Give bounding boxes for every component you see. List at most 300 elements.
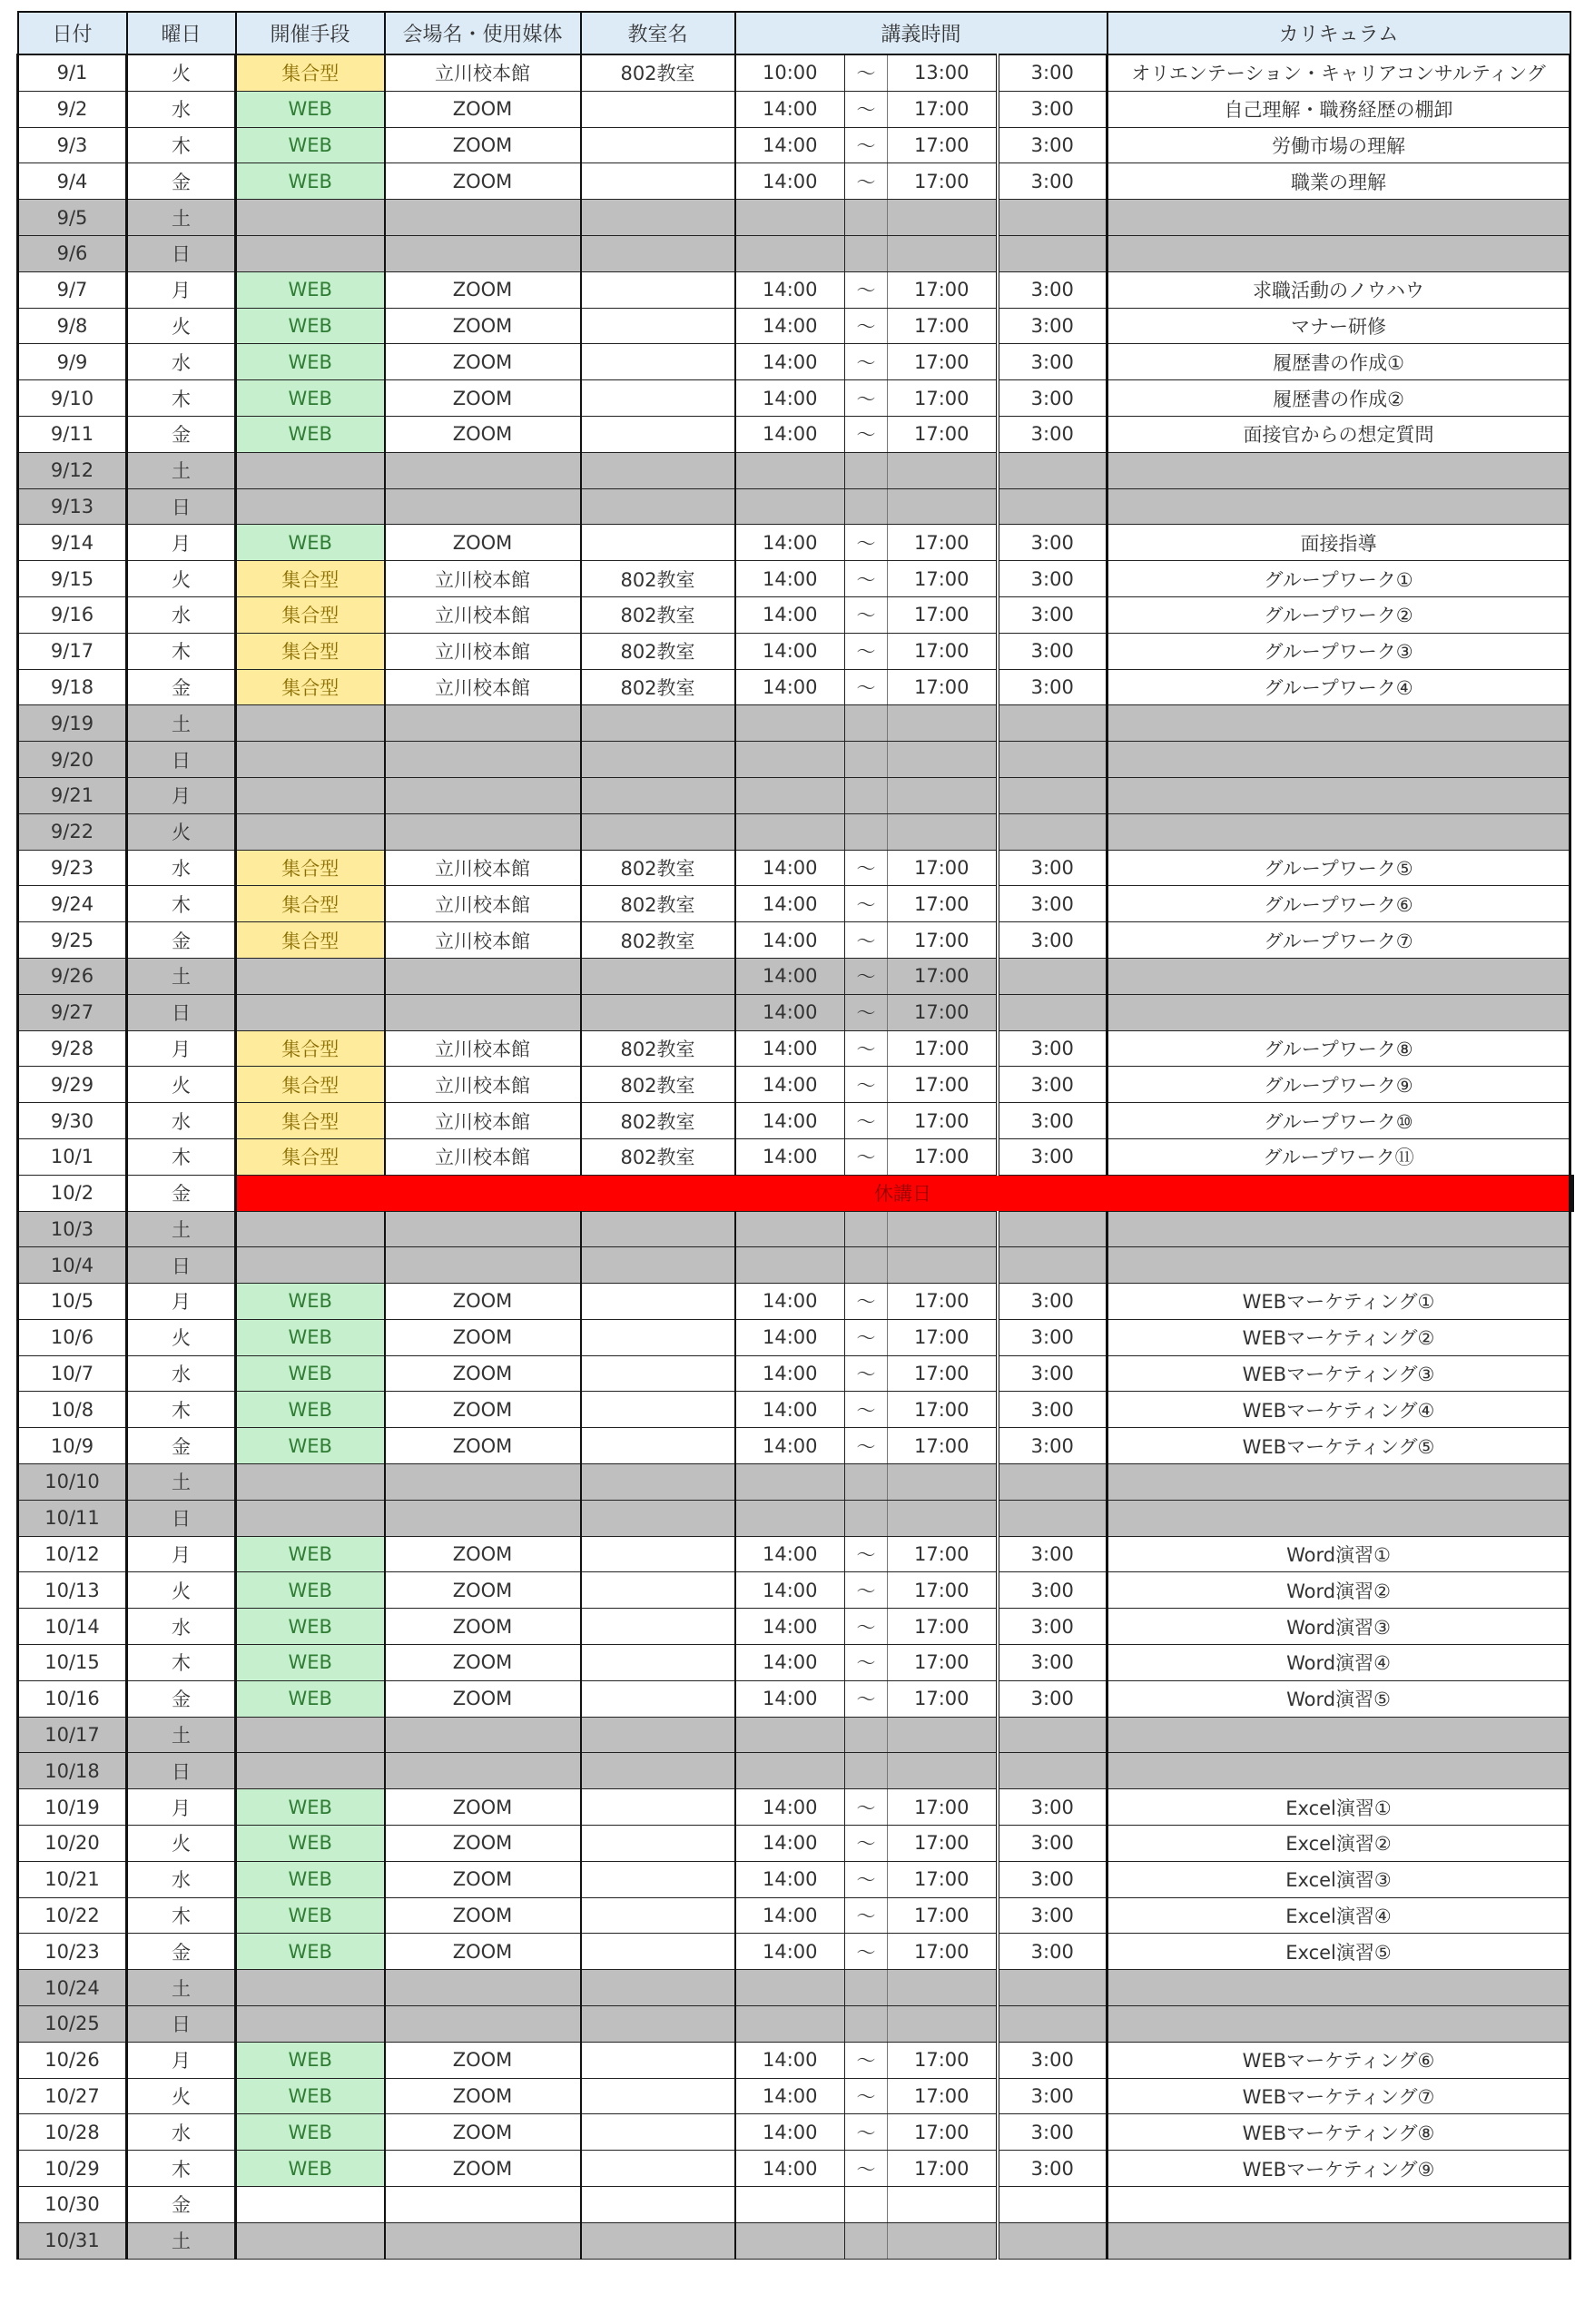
tilde-cell[interactable]: ～ [845, 596, 888, 633]
mode-cell[interactable]: WEB [236, 1934, 385, 1970]
room-cell[interactable] [581, 1428, 735, 1464]
curriculum-cell[interactable]: Excel演習⑤ [1107, 1934, 1570, 1970]
duration-cell[interactable]: 3:00 [998, 1428, 1107, 1464]
end-time-cell[interactable] [888, 1464, 998, 1501]
day-of-week-cell[interactable]: 木 [127, 2151, 236, 2187]
venue-cell[interactable]: 立川校本館 [385, 1030, 581, 1067]
tilde-cell[interactable] [845, 813, 888, 850]
mode-cell[interactable]: WEB [236, 1645, 385, 1681]
room-cell[interactable]: 802教室 [581, 886, 735, 922]
tilde-cell[interactable]: ～ [845, 1789, 888, 1826]
venue-cell[interactable] [385, 705, 581, 742]
venue-cell[interactable] [385, 1717, 581, 1753]
end-time-cell[interactable]: 17:00 [888, 1826, 998, 1862]
venue-cell[interactable]: ZOOM [385, 2042, 581, 2078]
curriculum-cell[interactable]: 求職活動のノウハウ [1107, 271, 1570, 308]
room-cell[interactable] [581, 994, 735, 1030]
date-cell[interactable]: 10/3 [18, 1211, 127, 1247]
room-cell[interactable] [581, 235, 735, 271]
date-cell[interactable]: 10/25 [18, 2006, 127, 2043]
start-time-cell[interactable]: 14:00 [735, 561, 845, 597]
date-cell[interactable]: 9/19 [18, 705, 127, 742]
duration-cell[interactable] [998, 742, 1107, 778]
mode-cell[interactable]: WEB [236, 1428, 385, 1464]
venue-cell[interactable]: ZOOM [385, 2151, 581, 2187]
day-of-week-cell[interactable]: 火 [127, 54, 236, 91]
curriculum-cell[interactable]: 履歴書の作成② [1107, 380, 1570, 417]
venue-cell[interactable] [385, 1753, 581, 1789]
venue-cell[interactable]: ZOOM [385, 1609, 581, 1645]
day-of-week-cell[interactable]: 水 [127, 1861, 236, 1897]
venue-cell[interactable]: ZOOM [385, 2114, 581, 2151]
start-time-cell[interactable] [735, 1247, 845, 1284]
start-time-cell[interactable] [735, 200, 845, 236]
date-cell[interactable]: 9/2 [18, 91, 127, 127]
mode-cell[interactable] [236, 2006, 385, 2043]
duration-cell[interactable] [998, 2006, 1107, 2043]
room-cell[interactable] [581, 1826, 735, 1862]
venue-cell[interactable]: 立川校本館 [385, 669, 581, 705]
start-time-cell[interactable]: 10:00 [735, 54, 845, 91]
curriculum-cell[interactable]: 面接指導 [1107, 525, 1570, 561]
header-lecture-time[interactable]: 講義時間 [735, 12, 1107, 54]
curriculum-cell[interactable]: Word演習③ [1107, 1609, 1570, 1645]
start-time-cell[interactable]: 14:00 [735, 1392, 845, 1428]
day-of-week-cell[interactable]: 土 [127, 1211, 236, 1247]
day-of-week-cell[interactable]: 金 [127, 1934, 236, 1970]
mode-cell[interactable]: WEB [236, 344, 385, 380]
room-cell[interactable] [581, 813, 735, 850]
date-cell[interactable]: 10/16 [18, 1680, 127, 1717]
curriculum-cell[interactable]: オリエンテーション・キャリアコンサルティング [1107, 54, 1570, 91]
duration-cell[interactable] [998, 2187, 1107, 2223]
date-cell[interactable]: 10/28 [18, 2114, 127, 2151]
date-cell[interactable]: 9/12 [18, 452, 127, 488]
date-cell[interactable]: 10/1 [18, 1138, 127, 1175]
mode-cell[interactable] [236, 742, 385, 778]
start-time-cell[interactable]: 14:00 [735, 344, 845, 380]
start-time-cell[interactable]: 14:00 [735, 2042, 845, 2078]
end-time-cell[interactable]: 17:00 [888, 633, 998, 669]
mode-cell[interactable]: WEB [236, 1536, 385, 1572]
mode-cell[interactable] [236, 2187, 385, 2223]
start-time-cell[interactable] [735, 488, 845, 525]
day-of-week-cell[interactable]: 火 [127, 813, 236, 850]
room-cell[interactable] [581, 1572, 735, 1609]
date-cell[interactable]: 9/13 [18, 488, 127, 525]
venue-cell[interactable] [385, 813, 581, 850]
curriculum-cell[interactable]: 職業の理解 [1107, 163, 1570, 200]
date-cell[interactable]: 10/10 [18, 1464, 127, 1501]
venue-cell[interactable]: ZOOM [385, 1680, 581, 1717]
day-of-week-cell[interactable]: 水 [127, 850, 236, 886]
tilde-cell[interactable]: ～ [845, 344, 888, 380]
end-time-cell[interactable]: 17:00 [888, 596, 998, 633]
duration-cell[interactable] [998, 2222, 1107, 2259]
end-time-cell[interactable]: 17:00 [888, 1138, 998, 1175]
end-time-cell[interactable] [888, 2006, 998, 2043]
curriculum-cell[interactable]: WEBマーケティング⑨ [1107, 2151, 1570, 2187]
day-of-week-cell[interactable]: 月 [127, 2042, 236, 2078]
tilde-cell[interactable]: ～ [845, 1897, 888, 1934]
curriculum-cell[interactable] [1107, 1753, 1570, 1789]
curriculum-cell[interactable] [1107, 813, 1570, 850]
start-time-cell[interactable]: 14:00 [735, 308, 845, 344]
date-cell[interactable]: 9/17 [18, 633, 127, 669]
room-cell[interactable] [581, 2222, 735, 2259]
end-time-cell[interactable]: 17:00 [888, 1645, 998, 1681]
room-cell[interactable]: 802教室 [581, 54, 735, 91]
venue-cell[interactable]: ZOOM [385, 1355, 581, 1392]
venue-cell[interactable] [385, 742, 581, 778]
duration-cell[interactable] [998, 994, 1107, 1030]
curriculum-cell[interactable] [1107, 488, 1570, 525]
tilde-cell[interactable] [845, 488, 888, 525]
end-time-cell[interactable]: 17:00 [888, 1572, 998, 1609]
day-of-week-cell[interactable]: 木 [127, 380, 236, 417]
duration-cell[interactable]: 3:00 [998, 271, 1107, 308]
curriculum-cell[interactable] [1107, 2006, 1570, 2043]
curriculum-cell[interactable]: グループワーク⑤ [1107, 850, 1570, 886]
tilde-cell[interactable] [845, 705, 888, 742]
duration-cell[interactable]: 3:00 [998, 1680, 1107, 1717]
date-cell[interactable]: 9/8 [18, 308, 127, 344]
curriculum-cell[interactable]: Word演習⑤ [1107, 1680, 1570, 1717]
day-of-week-cell[interactable]: 木 [127, 633, 236, 669]
day-of-week-cell[interactable]: 土 [127, 1717, 236, 1753]
duration-cell[interactable]: 3:00 [998, 561, 1107, 597]
start-time-cell[interactable] [735, 777, 845, 813]
room-cell[interactable] [581, 1789, 735, 1826]
date-cell[interactable]: 10/7 [18, 1355, 127, 1392]
day-of-week-cell[interactable]: 金 [127, 163, 236, 200]
start-time-cell[interactable]: 14:00 [735, 1536, 845, 1572]
start-time-cell[interactable] [735, 1753, 845, 1789]
day-of-week-cell[interactable]: 金 [127, 669, 236, 705]
day-of-week-cell[interactable]: 土 [127, 958, 236, 994]
header-mode[interactable]: 開催手段 [236, 12, 385, 54]
tilde-cell[interactable] [845, 1247, 888, 1284]
date-cell[interactable]: 9/3 [18, 127, 127, 163]
room-cell[interactable] [581, 308, 735, 344]
duration-cell[interactable]: 3:00 [998, 633, 1107, 669]
day-of-week-cell[interactable]: 木 [127, 1392, 236, 1428]
day-of-week-cell[interactable]: 月 [127, 1536, 236, 1572]
tilde-cell[interactable]: ～ [845, 994, 888, 1030]
venue-cell[interactable] [385, 2187, 581, 2223]
start-time-cell[interactable] [735, 452, 845, 488]
curriculum-cell[interactable]: グループワーク⑪ [1107, 1138, 1570, 1175]
day-of-week-cell[interactable]: 木 [127, 1645, 236, 1681]
curriculum-cell[interactable]: 自己理解・職務経歴の棚卸 [1107, 91, 1570, 127]
mode-cell[interactable]: WEB [236, 91, 385, 127]
date-cell[interactable]: 9/4 [18, 163, 127, 200]
mode-cell[interactable]: 集合型 [236, 633, 385, 669]
venue-cell[interactable] [385, 200, 581, 236]
venue-cell[interactable]: ZOOM [385, 91, 581, 127]
start-time-cell[interactable]: 14:00 [735, 91, 845, 127]
duration-cell[interactable]: 3:00 [998, 163, 1107, 200]
venue-cell[interactable]: 立川校本館 [385, 596, 581, 633]
duration-cell[interactable]: 3:00 [998, 416, 1107, 452]
day-of-week-cell[interactable]: 火 [127, 1319, 236, 1355]
mode-cell[interactable]: WEB [236, 1789, 385, 1826]
duration-cell[interactable]: 3:00 [998, 1609, 1107, 1645]
curriculum-cell[interactable]: WEBマーケティング⑧ [1107, 2114, 1570, 2151]
start-time-cell[interactable]: 14:00 [735, 163, 845, 200]
start-time-cell[interactable]: 14:00 [735, 1284, 845, 1320]
header-date[interactable]: 日付 [18, 12, 127, 54]
mode-cell[interactable] [236, 452, 385, 488]
start-time-cell[interactable] [735, 2222, 845, 2259]
start-time-cell[interactable]: 14:00 [735, 886, 845, 922]
mode-cell[interactable]: WEB [236, 1826, 385, 1862]
curriculum-cell[interactable] [1107, 958, 1570, 994]
duration-cell[interactable] [998, 235, 1107, 271]
curriculum-cell[interactable]: グループワーク⑦ [1107, 922, 1570, 959]
curriculum-cell[interactable] [1107, 994, 1570, 1030]
start-time-cell[interactable] [735, 742, 845, 778]
venue-cell[interactable] [385, 958, 581, 994]
duration-cell[interactable]: 3:00 [998, 1897, 1107, 1934]
end-time-cell[interactable]: 17:00 [888, 380, 998, 417]
curriculum-cell[interactable] [1107, 1464, 1570, 1501]
end-time-cell[interactable] [888, 1247, 998, 1284]
end-time-cell[interactable]: 17:00 [888, 525, 998, 561]
date-cell[interactable]: 9/11 [18, 416, 127, 452]
date-cell[interactable]: 10/24 [18, 1970, 127, 2006]
date-cell[interactable]: 10/6 [18, 1319, 127, 1355]
end-time-cell[interactable]: 17:00 [888, 1284, 998, 1320]
start-time-cell[interactable]: 14:00 [735, 850, 845, 886]
mode-cell[interactable] [236, 235, 385, 271]
room-cell[interactable] [581, 380, 735, 417]
venue-cell[interactable] [385, 777, 581, 813]
date-cell[interactable]: 10/5 [18, 1284, 127, 1320]
start-time-cell[interactable]: 14:00 [735, 1789, 845, 1826]
room-cell[interactable] [581, 1753, 735, 1789]
venue-cell[interactable]: 立川校本館 [385, 54, 581, 91]
curriculum-cell[interactable]: Excel演習① [1107, 1789, 1570, 1826]
room-cell[interactable]: 802教室 [581, 922, 735, 959]
duration-cell[interactable]: 3:00 [998, 1138, 1107, 1175]
end-time-cell[interactable] [888, 2222, 998, 2259]
start-time-cell[interactable]: 14:00 [735, 1680, 845, 1717]
duration-cell[interactable]: 3:00 [998, 1934, 1107, 1970]
date-cell[interactable]: 9/30 [18, 1103, 127, 1139]
day-of-week-cell[interactable]: 火 [127, 561, 236, 597]
holiday-cell[interactable]: 休講日 [236, 1175, 1570, 1211]
mode-cell[interactable]: WEB [236, 1355, 385, 1392]
curriculum-cell[interactable] [1107, 1211, 1570, 1247]
duration-cell[interactable] [998, 958, 1107, 994]
day-of-week-cell[interactable]: 水 [127, 1609, 236, 1645]
curriculum-cell[interactable]: 履歴書の作成① [1107, 344, 1570, 380]
tilde-cell[interactable] [845, 1211, 888, 1247]
venue-cell[interactable]: ZOOM [385, 1861, 581, 1897]
end-time-cell[interactable] [888, 1970, 998, 2006]
tilde-cell[interactable]: ～ [845, 1428, 888, 1464]
day-of-week-cell[interactable]: 月 [127, 1789, 236, 1826]
tilde-cell[interactable]: ～ [845, 1067, 888, 1103]
room-cell[interactable] [581, 1319, 735, 1355]
room-cell[interactable] [581, 2151, 735, 2187]
room-cell[interactable] [581, 1680, 735, 1717]
tilde-cell[interactable]: ～ [845, 922, 888, 959]
duration-cell[interactable] [998, 200, 1107, 236]
start-time-cell[interactable]: 14:00 [735, 1319, 845, 1355]
start-time-cell[interactable]: 14:00 [735, 525, 845, 561]
end-time-cell[interactable] [888, 1717, 998, 1753]
venue-cell[interactable]: ZOOM [385, 127, 581, 163]
room-cell[interactable] [581, 344, 735, 380]
duration-cell[interactable]: 3:00 [998, 127, 1107, 163]
end-time-cell[interactable]: 17:00 [888, 91, 998, 127]
room-cell[interactable] [581, 1284, 735, 1320]
room-cell[interactable] [581, 1897, 735, 1934]
day-of-week-cell[interactable]: 土 [127, 2222, 236, 2259]
curriculum-cell[interactable]: Word演習① [1107, 1536, 1570, 1572]
tilde-cell[interactable] [845, 742, 888, 778]
duration-cell[interactable]: 3:00 [998, 1789, 1107, 1826]
day-of-week-cell[interactable]: 日 [127, 994, 236, 1030]
tilde-cell[interactable]: ～ [845, 1572, 888, 1609]
room-cell[interactable]: 802教室 [581, 1138, 735, 1175]
mode-cell[interactable]: WEB [236, 308, 385, 344]
curriculum-cell[interactable]: WEBマーケティング① [1107, 1284, 1570, 1320]
venue-cell[interactable]: 立川校本館 [385, 1067, 581, 1103]
venue-cell[interactable] [385, 1500, 581, 1536]
date-cell[interactable]: 9/23 [18, 850, 127, 886]
curriculum-cell[interactable]: グループワーク③ [1107, 633, 1570, 669]
tilde-cell[interactable]: ～ [845, 1680, 888, 1717]
start-time-cell[interactable] [735, 813, 845, 850]
date-cell[interactable]: 10/31 [18, 2222, 127, 2259]
mode-cell[interactable]: WEB [236, 416, 385, 452]
venue-cell[interactable]: ZOOM [385, 1428, 581, 1464]
mode-cell[interactable]: 集合型 [236, 886, 385, 922]
day-of-week-cell[interactable]: 金 [127, 922, 236, 959]
end-time-cell[interactable]: 17:00 [888, 1934, 998, 1970]
end-time-cell[interactable] [888, 1500, 998, 1536]
tilde-cell[interactable]: ～ [845, 127, 888, 163]
curriculum-cell[interactable] [1570, 1175, 1573, 1211]
duration-cell[interactable] [998, 1464, 1107, 1501]
tilde-cell[interactable]: ～ [845, 163, 888, 200]
duration-cell[interactable]: 3:00 [998, 2078, 1107, 2114]
venue-cell[interactable] [385, 1211, 581, 1247]
duration-cell[interactable]: 3:00 [998, 850, 1107, 886]
venue-cell[interactable] [385, 452, 581, 488]
day-of-week-cell[interactable]: 木 [127, 1138, 236, 1175]
room-cell[interactable] [581, 525, 735, 561]
duration-cell[interactable]: 3:00 [998, 1103, 1107, 1139]
duration-cell[interactable]: 3:00 [998, 1355, 1107, 1392]
tilde-cell[interactable]: ～ [845, 1284, 888, 1320]
end-time-cell[interactable]: 17:00 [888, 1428, 998, 1464]
duration-cell[interactable]: 3:00 [998, 2042, 1107, 2078]
mode-cell[interactable]: WEB [236, 1284, 385, 1320]
duration-cell[interactable]: 3:00 [998, 54, 1107, 91]
day-of-week-cell[interactable]: 月 [127, 525, 236, 561]
date-cell[interactable]: 9/22 [18, 813, 127, 850]
day-of-week-cell[interactable]: 日 [127, 742, 236, 778]
room-cell[interactable]: 802教室 [581, 1030, 735, 1067]
start-time-cell[interactable] [735, 705, 845, 742]
room-cell[interactable] [581, 1500, 735, 1536]
venue-cell[interactable] [385, 994, 581, 1030]
duration-cell[interactable] [998, 705, 1107, 742]
end-time-cell[interactable]: 17:00 [888, 163, 998, 200]
date-cell[interactable]: 9/29 [18, 1067, 127, 1103]
date-cell[interactable]: 9/5 [18, 200, 127, 236]
date-cell[interactable]: 10/4 [18, 1247, 127, 1284]
date-cell[interactable]: 9/1 [18, 54, 127, 91]
start-time-cell[interactable]: 14:00 [735, 1067, 845, 1103]
day-of-week-cell[interactable]: 月 [127, 777, 236, 813]
tilde-cell[interactable]: ～ [845, 669, 888, 705]
room-cell[interactable] [581, 1934, 735, 1970]
mode-cell[interactable]: WEB [236, 127, 385, 163]
venue-cell[interactable] [385, 2222, 581, 2259]
start-time-cell[interactable]: 14:00 [735, 2151, 845, 2187]
room-cell[interactable] [581, 1645, 735, 1681]
venue-cell[interactable]: ZOOM [385, 1319, 581, 1355]
room-cell[interactable]: 802教室 [581, 850, 735, 886]
date-cell[interactable]: 10/14 [18, 1609, 127, 1645]
end-time-cell[interactable]: 17:00 [888, 1789, 998, 1826]
tilde-cell[interactable]: ～ [845, 561, 888, 597]
curriculum-cell[interactable]: Word演習② [1107, 1572, 1570, 1609]
date-cell[interactable]: 9/28 [18, 1030, 127, 1067]
date-cell[interactable]: 9/26 [18, 958, 127, 994]
room-cell[interactable] [581, 163, 735, 200]
duration-cell[interactable]: 3:00 [998, 922, 1107, 959]
tilde-cell[interactable]: ～ [845, 54, 888, 91]
end-time-cell[interactable]: 17:00 [888, 1680, 998, 1717]
curriculum-cell[interactable] [1107, 452, 1570, 488]
day-of-week-cell[interactable]: 土 [127, 705, 236, 742]
date-cell[interactable]: 10/19 [18, 1789, 127, 1826]
start-time-cell[interactable]: 14:00 [735, 380, 845, 417]
end-time-cell[interactable]: 17:00 [888, 416, 998, 452]
tilde-cell[interactable]: ～ [845, 380, 888, 417]
date-cell[interactable]: 9/27 [18, 994, 127, 1030]
curriculum-cell[interactable]: グループワーク① [1107, 561, 1570, 597]
curriculum-cell[interactable] [1107, 777, 1570, 813]
end-time-cell[interactable] [888, 742, 998, 778]
start-time-cell[interactable] [735, 1970, 845, 2006]
curriculum-cell[interactable]: マナー研修 [1107, 308, 1570, 344]
duration-cell[interactable] [998, 813, 1107, 850]
venue-cell[interactable]: ZOOM [385, 1284, 581, 1320]
day-of-week-cell[interactable]: 火 [127, 1572, 236, 1609]
date-cell[interactable]: 9/6 [18, 235, 127, 271]
mode-cell[interactable] [236, 1753, 385, 1789]
venue-cell[interactable]: ZOOM [385, 1392, 581, 1428]
room-cell[interactable] [581, 1609, 735, 1645]
end-time-cell[interactable]: 13:00 [888, 54, 998, 91]
room-cell[interactable] [581, 1355, 735, 1392]
day-of-week-cell[interactable]: 金 [127, 1428, 236, 1464]
duration-cell[interactable]: 3:00 [998, 669, 1107, 705]
curriculum-cell[interactable]: グループワーク④ [1107, 669, 1570, 705]
end-time-cell[interactable]: 17:00 [888, 344, 998, 380]
curriculum-cell[interactable] [1107, 742, 1570, 778]
start-time-cell[interactable] [735, 1464, 845, 1501]
start-time-cell[interactable] [735, 1500, 845, 1536]
tilde-cell[interactable]: ～ [845, 1355, 888, 1392]
